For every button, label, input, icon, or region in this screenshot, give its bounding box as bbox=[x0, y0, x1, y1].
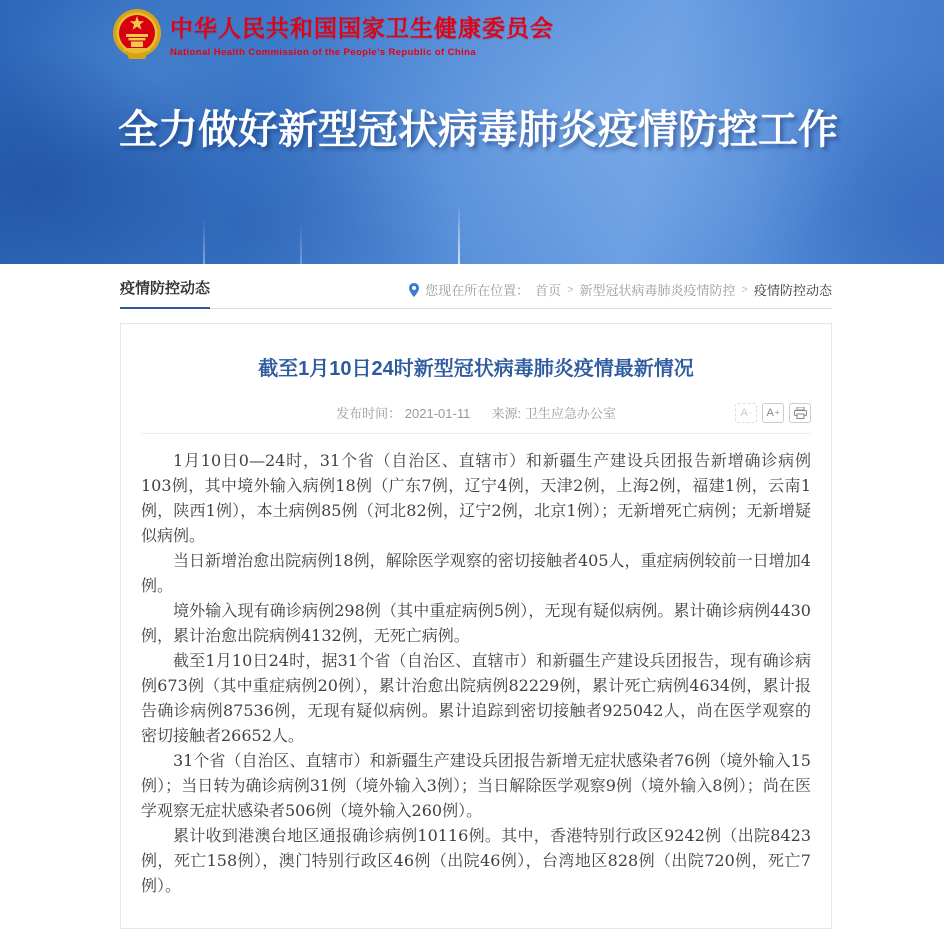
building-spire-decoration bbox=[203, 218, 205, 264]
hero-banner bbox=[0, 0, 944, 264]
article-meta-row bbox=[141, 403, 811, 425]
article-paragraph: 1月10日0—24时，31个省（自治区、直辖市）和新疆生产建设兵团报告新增确诊病例103例，其中境外输入病例18例（广东7例，辽宁4例，天津2例，上海2例，福建1例，云南1例，陕西1例），本土病例85例（河北82例，辽宁2例，北京1例）；无新增死亡病例；无新增疑似病例。 bbox=[141, 451, 811, 545]
article-meta bbox=[141, 403, 811, 425]
publish-date: 2021-01-11 bbox=[404, 406, 471, 421]
article-paragraph: 累计收到港澳台地区通报确诊病例10116例。其中，香港特别行政区9242例（出院8423例，死亡158例），澳门特别行政区46例（出院46例），台湾地区828例（出院720例，死亡7例）。 bbox=[141, 826, 811, 895]
breadcrumb-location-label: 您现在所在位置： bbox=[425, 283, 530, 298]
gov-text-block bbox=[170, 10, 554, 58]
breadcrumb-item-home[interactable]: 首页 bbox=[535, 283, 562, 298]
minus-sign: - bbox=[748, 408, 752, 417]
publish-time-label: 发布时间： bbox=[336, 406, 402, 421]
chevron-right-icon: > bbox=[741, 283, 748, 296]
breadcrumb-item-topic[interactable]: 新型冠状病毒肺炎疫情防控 bbox=[579, 283, 736, 298]
font-increase-label: A bbox=[766, 407, 774, 419]
article-paragraph: 境外输入现有确诊病例298例（其中重症病例5例），无现有疑似病例。累计确诊病例4430例，累计治愈出院病例4132例，无死亡病例。 bbox=[141, 601, 811, 645]
source-label: 来源: bbox=[491, 406, 522, 421]
gov-logo-header[interactable] bbox=[112, 8, 554, 60]
section-title-tab[interactable]: 疫情防控动态 bbox=[120, 277, 210, 309]
article-card bbox=[120, 323, 832, 929]
font-decrease-label: A bbox=[740, 407, 748, 419]
article-paragraph: 31个省（自治区、直辖市）和新疆生产建设兵团报告新增无症状感染者76例（境外输入15例）；当日转为确诊病例31例（境外输入3例）；当日解除医学观察9例（境外输入8例）；尚在医学观察无症状感染者506例（境外输入260例）。 bbox=[141, 751, 811, 820]
article-paragraph: 截至1月10日24时，据31个省（自治区、直辖市）和新疆生产建设兵团报告，现有确诊病例673例（其中重症病例20例），累计治愈出院病例82229例，累计死亡病例4634例，累计报告确诊病例87536例，无现有疑似病例。累计追踪到密切接触者925042人，尚在医学观察的密切接触者26652人。 bbox=[141, 651, 811, 745]
building-spire-decoration bbox=[300, 224, 302, 264]
plus-sign: + bbox=[774, 408, 780, 417]
breadcrumb-item-current: 疫情防控动态 bbox=[753, 283, 832, 298]
national-emblem-icon bbox=[112, 8, 162, 60]
building-spire-decoration bbox=[458, 203, 460, 264]
gov-title-english: National Health Commission of the People's Republic of China bbox=[170, 47, 477, 58]
breadcrumb bbox=[409, 280, 832, 308]
breadcrumb-row bbox=[120, 264, 832, 309]
article-title: 截至1月10日24时新型冠状病毒肺炎疫情最新情况 bbox=[258, 358, 694, 380]
printer-icon bbox=[794, 407, 807, 419]
article-body bbox=[141, 448, 811, 898]
chevron-right-icon: > bbox=[567, 283, 574, 296]
font-decrease-button[interactable] bbox=[735, 403, 757, 423]
banner-headline: 全力做好新型冠状病毒肺炎疫情防控工作 bbox=[118, 108, 838, 152]
article-toolbar bbox=[735, 403, 811, 423]
article-paragraph: 当日新增治愈出院病例18例，解除医学观察的密切接触者405人，重症病例较前一日增加4例。 bbox=[141, 551, 811, 595]
print-button[interactable] bbox=[789, 403, 811, 423]
meta-divider bbox=[141, 433, 811, 434]
gov-title-chinese: 中华人民共和国国家卫生健康委员会 bbox=[170, 15, 554, 41]
font-increase-button[interactable] bbox=[762, 403, 784, 423]
location-pin-icon bbox=[409, 283, 419, 297]
page-container bbox=[120, 264, 832, 929]
source-value: 卫生应急办公室 bbox=[524, 406, 616, 421]
